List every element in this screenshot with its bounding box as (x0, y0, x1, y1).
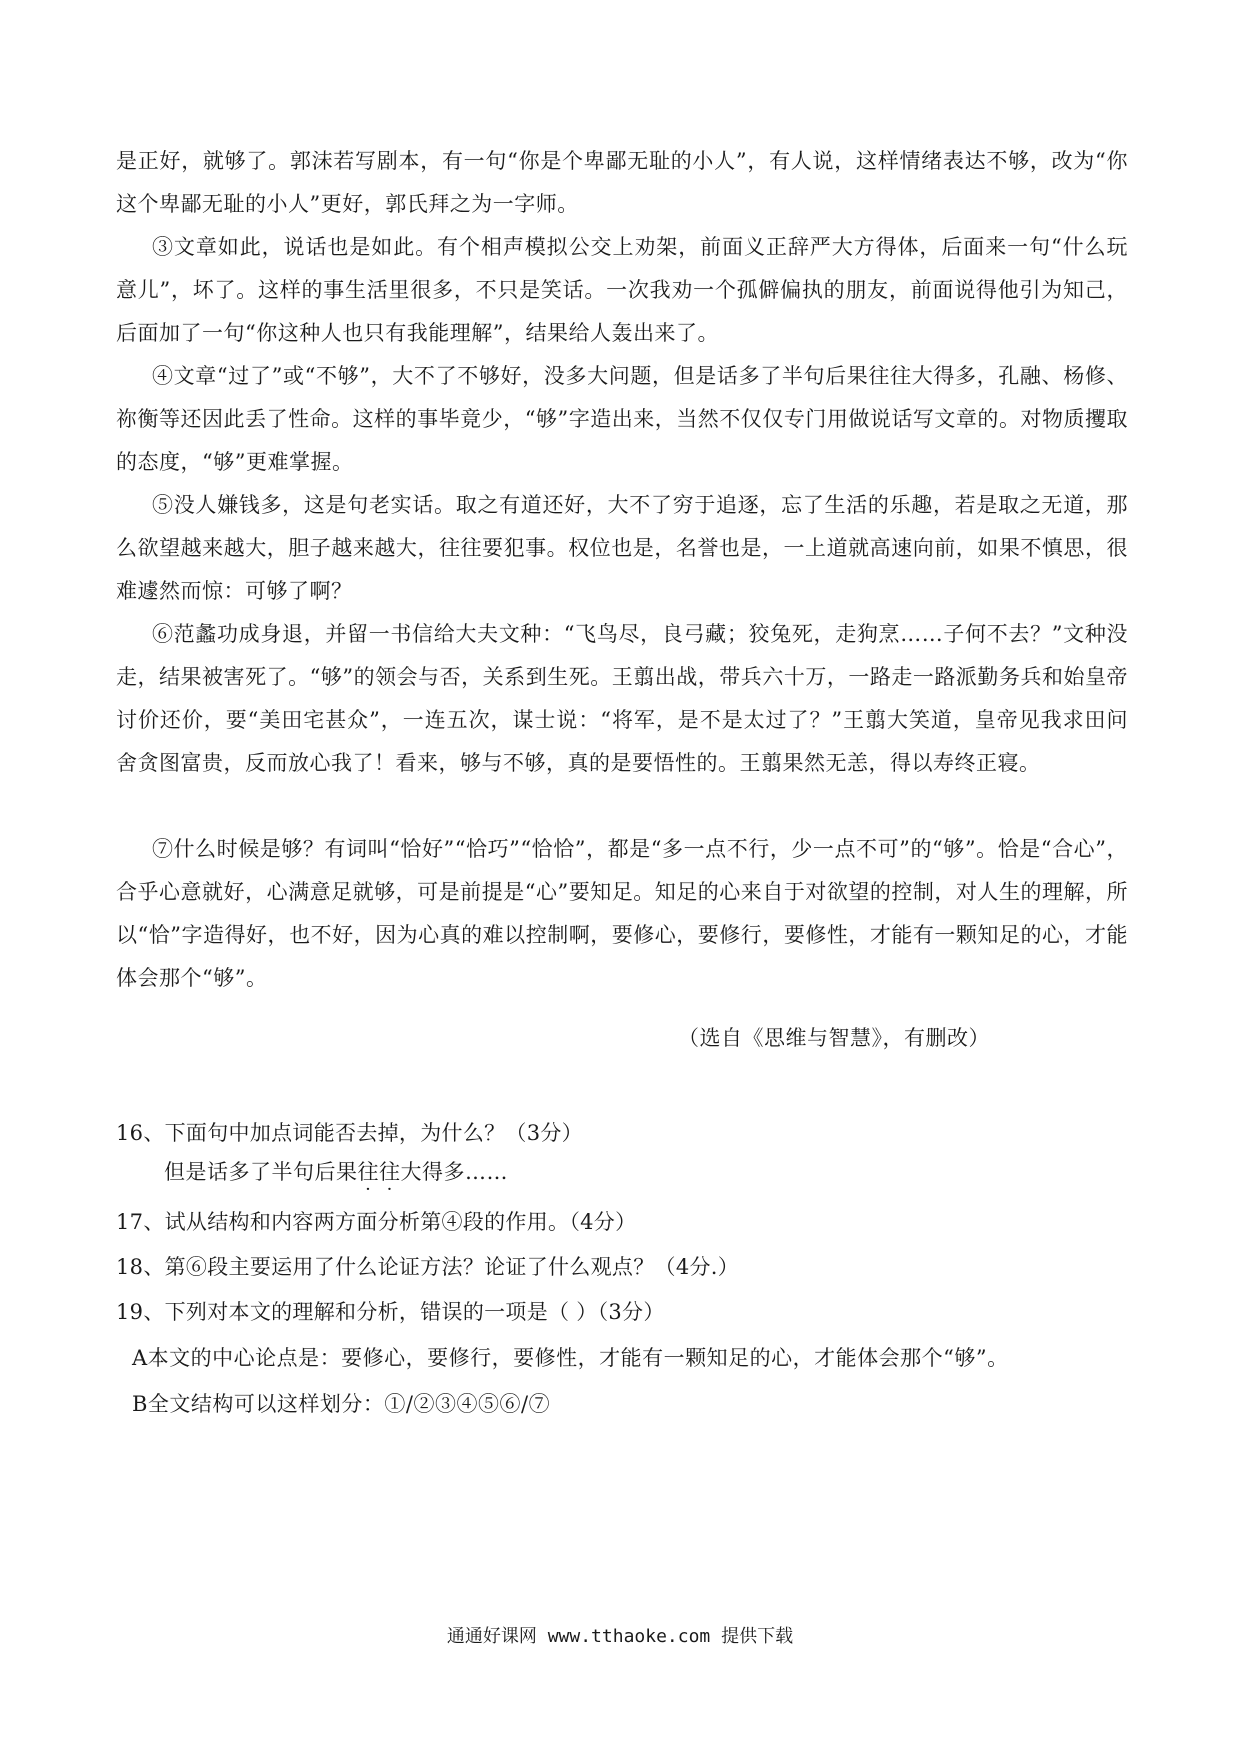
question-16: 16、下面句中加点词能否去掉，为什么？（3分） (116, 1121, 583, 1145)
quote-text-pre: 但是话多了半句后果 (164, 1160, 358, 1184)
paragraph-3: ③文章如此，说话也是如此。有个相声模拟公交上劝架，前面义正辞严大方得体，后面来一句“什么玩意儿”，坏了。这样的事生活里很多，不只是笑话。一次我劝一个孤僻偏执的朋友，前面说得他引为知己，后面加了一句“你这种人也只有我能理解”，结果给人轰出来了。 (116, 235, 1128, 345)
option-a: A本文的中心论点是：要修心，要修行，要修性，才能有一颗知足的心，才能体会那个“够”。 (132, 1346, 1009, 1370)
dotted-char-1: 往 (357, 1160, 379, 1184)
footer-text: 通通好课网 www.tthaoke.com 提供下载 (446, 1626, 794, 1647)
question-16-quote (164, 1156, 508, 1186)
paragraph-continuation: 是正好，就够了。郭沫若写剧本，有一句“你是个卑鄙无耻的小人”，有人说，这样情绪表达不够，改为“你这个卑鄙无耻的小人”更好，郭氏拜之为一字师。 (116, 149, 1128, 216)
option-b: B全文结构可以这样划分：①/②③④⑤⑥/⑦ (132, 1392, 551, 1416)
paragraph-4: ④文章“过了”或“不够”，大不了不够好，没多大问题，但是话多了半句后果往往大得多，孔融、杨修、祢衡等还因此丢了性命。这样的事毕竟少，“够”字造出来，当然不仅仅专门用做说话写文章的。对物质攫取的态度，“够”更难掌握。 (116, 364, 1128, 474)
paragraph-6: ⑥范蠡功成身退，并留一书信给大夫文种：“飞鸟尽，良弓藏；狡兔死，走狗烹……子何不去？”文种没走，结果被害死了。“够”的领会与否，关系到生死。王翦出战，带兵六十万，一路走一路派勤务兵和始皇帝讨价还价，要“美田宅甚众”，一连五次，谋士说：“将军，是不是太过了？”王翦大笑道，皇帝见我求田问舍贪图富贵，反而放心我了！看来，够与不够，真的是要悟性的。王翦果然无恙，得以寿终正寝。 (116, 622, 1128, 775)
question-18: 18、第⑥段主要运用了什么论证方法？论证了什么观点？（4分.） (116, 1255, 740, 1279)
paragraph-5: ⑤没人嫌钱多，这是句老实话。取之有道还好，大不了穷于追逐，忘了生活的乐趣，若是取之无道，那么欲望越来越大，胆子越来越大，往往要犯事。权位也是，名誉也是，一上道就高速向前，如果不慎思，很难遽然而惊：可够了啊？ (116, 493, 1128, 603)
quote-text-post: 大得多…… (400, 1160, 508, 1184)
question-17: 17、试从结构和内容两方面分析第④段的作用。（4分） (116, 1210, 637, 1234)
dotted-char-2: 往 (379, 1160, 401, 1184)
source-citation: （选自《思维与智慧》，有删改） (678, 1026, 990, 1050)
question-19: 19、下列对本文的理解和分析，错误的一项是（ ）（3分） (116, 1300, 665, 1324)
paragraph-7: ⑦什么时候是够？有词叫“恰好”“恰巧”“恰恰”，都是“多一点不行，少一点不可”的“够”。恰是“合心”，合乎心意就好，心满意足就够，可是前提是“心”要知足。知足的心来自于对欲望的控制，对人生的理解，所以“恰”字造得好，也不好，因为心真的难以控制啊，要修心，要修行，要修性，才能有一颗知足的心，才能体会那个“够”。 (116, 837, 1128, 990)
